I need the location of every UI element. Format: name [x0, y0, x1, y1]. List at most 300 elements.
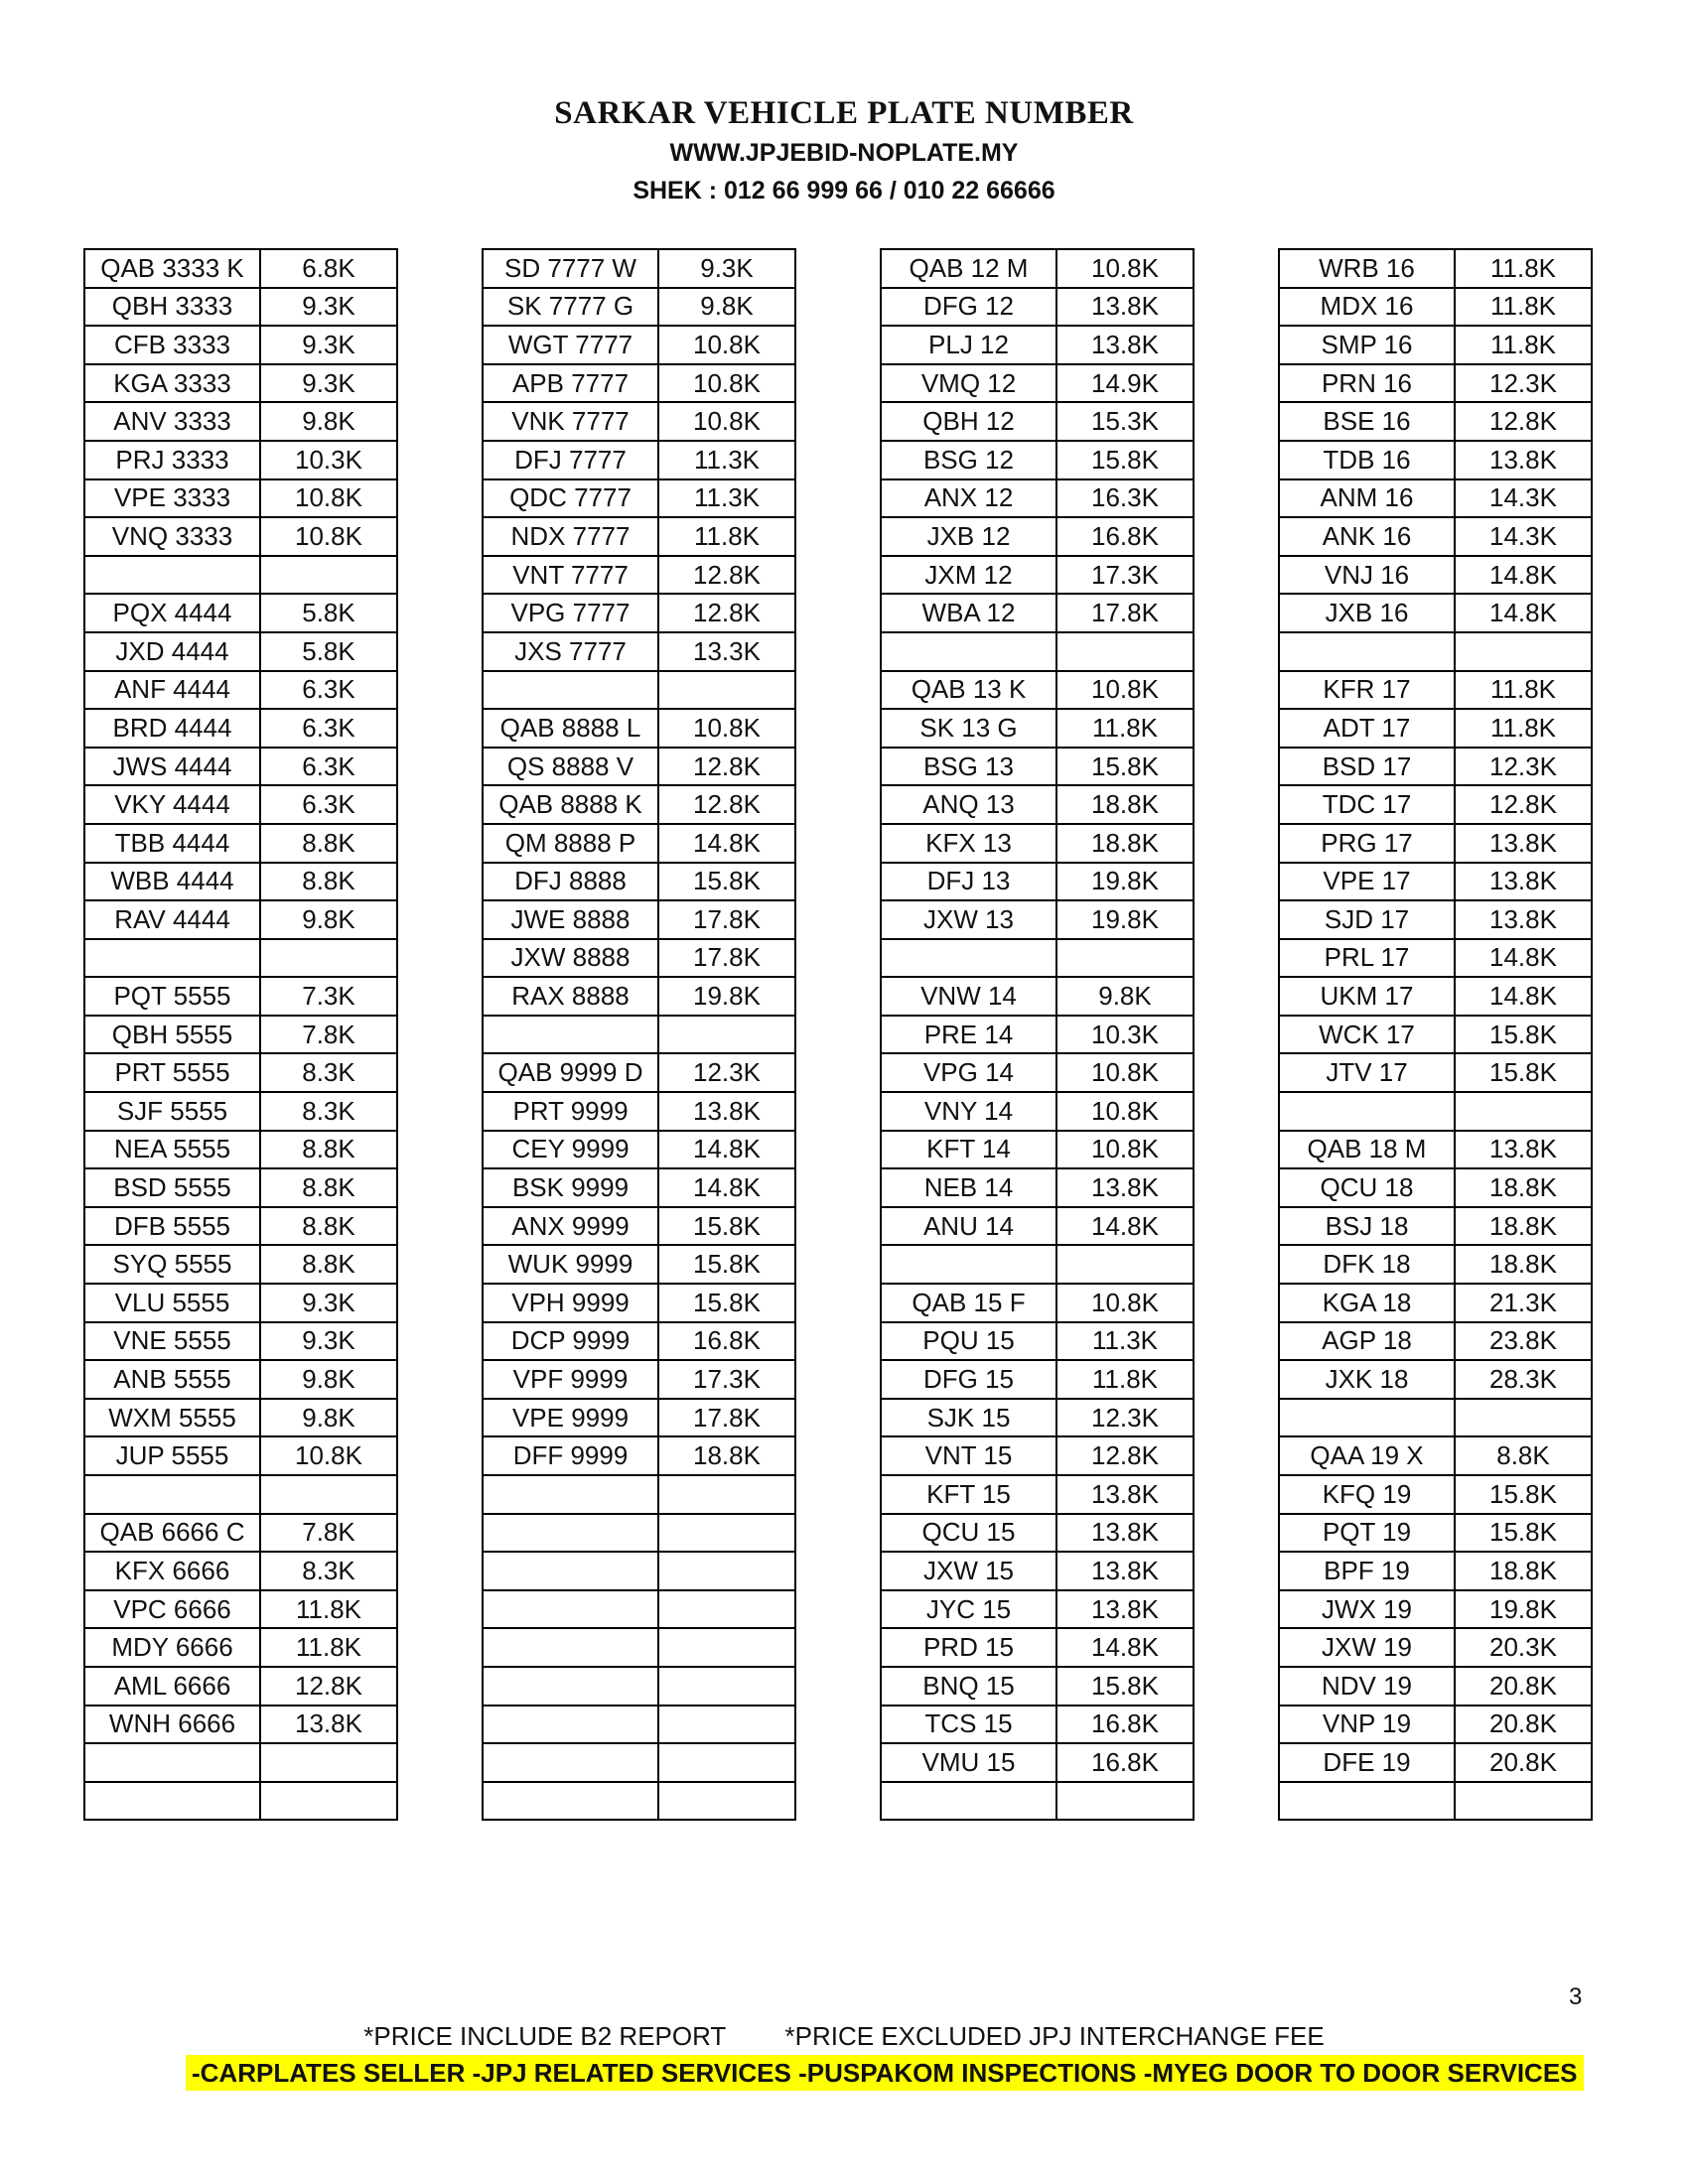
table-row [881, 977, 1194, 1016]
table-row [1279, 709, 1592, 748]
plate-number-cell: SD 7777 W [483, 249, 658, 288]
plate-number-cell [84, 1475, 260, 1514]
plate-number-cell: VLU 5555 [84, 1284, 260, 1322]
price-cell: 18.8K [1056, 785, 1194, 824]
table-row [483, 1168, 795, 1207]
price-cell: 15.8K [1056, 1667, 1194, 1706]
table-row [1279, 1207, 1592, 1246]
plate-number-cell: NDX 7777 [483, 517, 658, 556]
table-row [483, 1514, 795, 1553]
price-cell [1455, 1399, 1592, 1437]
price-cell: 14.8K [1455, 939, 1592, 978]
price-cell: 17.8K [658, 939, 795, 978]
table-row [483, 1475, 795, 1514]
table-row [84, 900, 397, 939]
plate-number-cell: DFJ 7777 [483, 441, 658, 479]
price-cell: 21.3K [1455, 1284, 1592, 1322]
plate-number-cell [483, 1667, 658, 1706]
plate-number-cell: ANQ 13 [881, 785, 1056, 824]
plate-number-cell: ANF 4444 [84, 671, 260, 710]
table-row [84, 1245, 397, 1284]
plate-number-cell: VNE 5555 [84, 1322, 260, 1361]
price-cell: 13.8K [1056, 1475, 1194, 1514]
price-cell: 14.8K [1455, 594, 1592, 632]
table-row [881, 785, 1194, 824]
price-cell: 10.8K [260, 1436, 397, 1475]
table-row [483, 594, 795, 632]
price-cell: 11.8K [1455, 326, 1592, 364]
table-row [881, 900, 1194, 939]
plate-number-cell: VNP 19 [1279, 1706, 1455, 1744]
plate-number-cell: VNW 14 [881, 977, 1056, 1016]
price-cell: 8.8K [260, 1207, 397, 1246]
price-cell: 12.8K [260, 1667, 397, 1706]
table-row [1279, 441, 1592, 479]
price-cell: 17.3K [1056, 556, 1194, 595]
table-row [1279, 900, 1592, 939]
price-cell: 16.8K [1056, 1706, 1194, 1744]
plate-price-table-2 [482, 248, 796, 1821]
plate-number-cell: BSE 16 [1279, 402, 1455, 441]
price-cell: 16.8K [658, 1322, 795, 1361]
plate-number-cell: QCU 18 [1279, 1168, 1455, 1207]
price-cell: 7.8K [260, 1514, 397, 1553]
table-row [1279, 1475, 1592, 1514]
price-cell: 9.3K [260, 364, 397, 403]
page-title: SARKAR VEHICLE PLATE NUMBER [554, 95, 1134, 131]
plate-number-cell: NEB 14 [881, 1168, 1056, 1207]
table-row [483, 632, 795, 671]
table-row [483, 1092, 795, 1131]
plate-number-cell: QAA 19 X [1279, 1436, 1455, 1475]
plate-number-cell: SJD 17 [1279, 900, 1455, 939]
plate-number-cell: ADT 17 [1279, 709, 1455, 748]
table-row [483, 1667, 795, 1706]
price-cell: 15.8K [658, 1284, 795, 1322]
plate-number-cell: WNH 6666 [84, 1706, 260, 1744]
plate-number-cell: VMU 15 [881, 1743, 1056, 1782]
table-row [84, 977, 397, 1016]
table-row [1279, 671, 1592, 710]
table-row [881, 517, 1194, 556]
table-row [84, 1590, 397, 1629]
table-row [881, 1360, 1194, 1399]
table-row [881, 709, 1194, 748]
plate-number-cell: TBB 4444 [84, 824, 260, 863]
table-row [881, 1016, 1194, 1054]
table-row [84, 1475, 397, 1514]
price-cell: 15.8K [1056, 441, 1194, 479]
plate-number-cell: ANB 5555 [84, 1360, 260, 1399]
price-cell [658, 1706, 795, 1744]
table-row [1279, 1322, 1592, 1361]
plate-number-cell: SK 13 G [881, 709, 1056, 748]
table-row [1279, 977, 1592, 1016]
plate-number-cell: JTV 17 [1279, 1053, 1455, 1092]
website-url: WWW.JPJEBID-NOPLATE.MY [669, 139, 1019, 167]
table-row [881, 671, 1194, 710]
table-row [84, 1131, 397, 1169]
plate-number-cell: BRD 4444 [84, 709, 260, 748]
plate-price-table-1 [83, 248, 398, 1821]
plate-number-cell: JXW 8888 [483, 939, 658, 978]
price-cell: 8.3K [260, 1552, 397, 1590]
price-cell: 5.8K [260, 632, 397, 671]
price-cell: 14.8K [658, 824, 795, 863]
table-row [84, 441, 397, 479]
table-row [881, 1667, 1194, 1706]
table-row [1279, 326, 1592, 364]
plate-price-table-4 [1278, 248, 1593, 1821]
table-row [1279, 1743, 1592, 1782]
plate-number-cell: DFF 9999 [483, 1436, 658, 1475]
plate-number-cell: QDC 7777 [483, 479, 658, 518]
table-row [483, 249, 795, 288]
plate-number-cell: SYQ 5555 [84, 1245, 260, 1284]
plate-number-cell: BSK 9999 [483, 1168, 658, 1207]
table-row [483, 556, 795, 595]
price-cell: 11.8K [260, 1628, 397, 1667]
price-cell [658, 1590, 795, 1629]
table-row [483, 748, 795, 786]
price-cell: 11.3K [658, 479, 795, 518]
price-cell: 15.8K [658, 1207, 795, 1246]
price-cell: 10.8K [658, 364, 795, 403]
table-row [1279, 1552, 1592, 1590]
table-row [483, 1284, 795, 1322]
plate-number-cell: WXM 5555 [84, 1399, 260, 1437]
plate-price-table-3 [880, 248, 1195, 1821]
table-row [483, 1590, 795, 1629]
price-cell: 14.8K [1455, 556, 1592, 595]
plate-number-cell: DCP 9999 [483, 1322, 658, 1361]
plate-number-cell: PRN 16 [1279, 364, 1455, 403]
table-row [483, 288, 795, 327]
price-cell: 9.3K [260, 1284, 397, 1322]
table-row [483, 517, 795, 556]
plate-number-cell: PRL 17 [1279, 939, 1455, 978]
price-cell: 9.8K [658, 288, 795, 327]
table-row [84, 249, 397, 288]
price-cell [658, 1743, 795, 1782]
price-cell: 12.8K [658, 785, 795, 824]
table-row [1279, 939, 1592, 978]
price-cell: 15.8K [1455, 1475, 1592, 1514]
price-cell: 13.8K [260, 1706, 397, 1744]
table-row [881, 479, 1194, 518]
price-cell: 13.8K [1056, 1552, 1194, 1590]
table-row [1279, 594, 1592, 632]
price-cell: 8.8K [260, 1168, 397, 1207]
table-row [1279, 1590, 1592, 1629]
plate-number-cell: WGT 7777 [483, 326, 658, 364]
price-cell: 12.3K [1455, 748, 1592, 786]
table-row [1279, 364, 1592, 403]
price-cell [260, 556, 397, 595]
price-cell: 8.8K [260, 863, 397, 901]
plate-number-cell: QAB 6666 C [84, 1514, 260, 1553]
plate-number-cell: BNQ 15 [881, 1667, 1056, 1706]
price-cell: 17.8K [1056, 594, 1194, 632]
plate-number-cell [1279, 1399, 1455, 1437]
plate-number-cell: DFG 15 [881, 1360, 1056, 1399]
table-row [84, 1360, 397, 1399]
plate-number-cell: QAB 8888 K [483, 785, 658, 824]
plate-number-cell: NDV 19 [1279, 1667, 1455, 1706]
plate-number-cell: QAB 9999 D [483, 1053, 658, 1092]
table-row [84, 785, 397, 824]
table-row [483, 364, 795, 403]
table-row [84, 1667, 397, 1706]
plate-number-cell [483, 1706, 658, 1744]
plate-number-cell [483, 1782, 658, 1821]
table-row [881, 1131, 1194, 1169]
table-row [84, 1514, 397, 1553]
plate-number-cell: DFJ 8888 [483, 863, 658, 901]
price-cell: 9.8K [260, 402, 397, 441]
plate-number-cell: QAB 13 K [881, 671, 1056, 710]
table-row [1279, 1782, 1592, 1821]
table-row [881, 556, 1194, 595]
price-cell: 13.8K [1455, 1131, 1592, 1169]
plate-number-cell: SK 7777 G [483, 288, 658, 327]
table-row [1279, 1628, 1592, 1667]
table-row [881, 632, 1194, 671]
table-row [84, 1628, 397, 1667]
plate-number-cell [1279, 1092, 1455, 1131]
price-cell: 15.8K [658, 863, 795, 901]
plate-number-cell: BSD 17 [1279, 748, 1455, 786]
plate-number-cell: JXD 4444 [84, 632, 260, 671]
plate-number-cell: VNQ 3333 [84, 517, 260, 556]
plate-number-cell: JYC 15 [881, 1590, 1056, 1629]
price-cell: 19.8K [1056, 900, 1194, 939]
price-cell: 18.8K [1455, 1552, 1592, 1590]
table-row [483, 709, 795, 748]
table-row [84, 326, 397, 364]
plate-number-cell [483, 671, 658, 710]
plate-number-cell: VPC 6666 [84, 1590, 260, 1629]
price-cell: 11.3K [658, 441, 795, 479]
table-row [84, 632, 397, 671]
plate-number-cell: BSG 12 [881, 441, 1056, 479]
table-row [84, 671, 397, 710]
price-cell: 10.3K [260, 441, 397, 479]
table-row [881, 1436, 1194, 1475]
plate-number-cell [483, 1628, 658, 1667]
plate-number-cell [84, 939, 260, 978]
plate-number-cell: PRD 15 [881, 1628, 1056, 1667]
plate-number-cell: VPH 9999 [483, 1284, 658, 1322]
price-cell: 6.3K [260, 785, 397, 824]
plate-number-cell [483, 1552, 658, 1590]
price-cell: 19.8K [1455, 1590, 1592, 1629]
plate-number-cell: DFB 5555 [84, 1207, 260, 1246]
price-cell [1455, 1092, 1592, 1131]
plate-number-cell: VPG 7777 [483, 594, 658, 632]
price-cell: 12.3K [1455, 364, 1592, 403]
table-row [483, 1552, 795, 1590]
table-row [483, 1207, 795, 1246]
note-interchange-fee: *PRICE EXCLUDED JPJ INTERCHANGE FEE [784, 2021, 1325, 2051]
table-row [881, 1092, 1194, 1131]
table-row [483, 671, 795, 710]
price-cell [658, 1667, 795, 1706]
price-cell: 6.3K [260, 709, 397, 748]
price-cell: 11.8K [658, 517, 795, 556]
price-cell: 12.3K [658, 1053, 795, 1092]
plate-number-cell: BSG 13 [881, 748, 1056, 786]
plate-number-cell [483, 1016, 658, 1054]
table-row [1279, 748, 1592, 786]
price-cell: 12.8K [658, 594, 795, 632]
price-cell: 9.3K [260, 288, 397, 327]
plate-number-cell: JXM 12 [881, 556, 1056, 595]
plate-number-cell: PRT 5555 [84, 1053, 260, 1092]
table-row [1279, 1706, 1592, 1744]
plate-number-cell: UKM 17 [1279, 977, 1455, 1016]
plate-number-cell: JXW 15 [881, 1552, 1056, 1590]
price-cell: 11.8K [1455, 671, 1592, 710]
price-cell: 18.8K [1455, 1207, 1592, 1246]
plate-number-cell: QAB 3333 K [84, 249, 260, 288]
table-row [483, 326, 795, 364]
table-row [483, 441, 795, 479]
table-row [881, 748, 1194, 786]
plate-number-cell: PQT 5555 [84, 977, 260, 1016]
services-banner: -CARPLATES SELLER -JPJ RELATED SERVICES -PUSPAKOM INSPECTIONS -MYEG DOOR TO DOOR SERVICES [186, 2055, 1584, 2091]
price-cell: 10.8K [658, 326, 795, 364]
price-cell: 20.3K [1455, 1628, 1592, 1667]
price-cell: 10.8K [260, 479, 397, 518]
price-cell [658, 1628, 795, 1667]
price-cell [658, 1782, 795, 1821]
table-row [881, 939, 1194, 978]
plate-number-cell: SJF 5555 [84, 1092, 260, 1131]
price-cell: 11.8K [1455, 249, 1592, 288]
plate-number-cell: NEA 5555 [84, 1131, 260, 1169]
table-row [483, 1053, 795, 1092]
plate-number-cell: MDY 6666 [84, 1628, 260, 1667]
price-cell: 14.8K [1056, 1207, 1194, 1246]
price-cell: 12.3K [1056, 1399, 1194, 1437]
price-cell: 12.8K [1056, 1436, 1194, 1475]
table-row [483, 1706, 795, 1744]
price-cell: 13.8K [1056, 326, 1194, 364]
price-cell: 10.8K [1056, 249, 1194, 288]
table-row [483, 1436, 795, 1475]
plate-number-cell: WRB 16 [1279, 249, 1455, 288]
plate-number-cell: DFG 12 [881, 288, 1056, 327]
plate-number-cell: AML 6666 [84, 1667, 260, 1706]
plate-number-cell: ANV 3333 [84, 402, 260, 441]
plate-number-cell: PQU 15 [881, 1322, 1056, 1361]
table-row [881, 824, 1194, 863]
price-cell: 8.8K [260, 1131, 397, 1169]
table-row [1279, 288, 1592, 327]
table-row [84, 1168, 397, 1207]
plate-number-cell: PRE 14 [881, 1016, 1056, 1054]
table-row [84, 1016, 397, 1054]
price-cell: 13.8K [1056, 288, 1194, 327]
table-row [483, 1628, 795, 1667]
price-cell: 23.8K [1455, 1322, 1592, 1361]
price-cell: 5.8K [260, 594, 397, 632]
price-cell: 14.8K [658, 1131, 795, 1169]
table-row [881, 1245, 1194, 1284]
price-cell: 11.8K [1056, 709, 1194, 748]
plate-number-cell: MDX 16 [1279, 288, 1455, 327]
plate-number-cell: JXB 12 [881, 517, 1056, 556]
price-cell: 10.3K [1056, 1016, 1194, 1054]
plate-number-cell: VNK 7777 [483, 402, 658, 441]
price-cell: 18.8K [1455, 1168, 1592, 1207]
table-row [881, 364, 1194, 403]
plate-number-cell: DFK 18 [1279, 1245, 1455, 1284]
plate-number-cell: JWS 4444 [84, 748, 260, 786]
price-cell: 10.8K [658, 402, 795, 441]
plate-number-cell: JXB 16 [1279, 594, 1455, 632]
plate-number-cell: KGA 3333 [84, 364, 260, 403]
table-row [84, 1436, 397, 1475]
price-cell: 13.8K [1455, 824, 1592, 863]
price-cell: 9.3K [260, 326, 397, 364]
plate-number-cell: TDC 17 [1279, 785, 1455, 824]
price-cell: 8.8K [1455, 1436, 1592, 1475]
plate-number-cell: RAV 4444 [84, 900, 260, 939]
price-cell: 15.3K [1056, 402, 1194, 441]
price-cell: 12.8K [658, 556, 795, 595]
table-row [483, 785, 795, 824]
table-row [483, 402, 795, 441]
plate-number-cell: DFE 19 [1279, 1743, 1455, 1782]
plate-number-cell: PLJ 12 [881, 326, 1056, 364]
plate-number-cell [84, 1743, 260, 1782]
plate-number-cell: WBA 12 [881, 594, 1056, 632]
plate-number-cell [881, 1782, 1056, 1821]
table-row [84, 594, 397, 632]
plate-number-cell: WBB 4444 [84, 863, 260, 901]
plate-number-cell: QAB 8888 L [483, 709, 658, 748]
table-row [483, 977, 795, 1016]
table-row [1279, 1284, 1592, 1322]
table-row [483, 939, 795, 978]
table-row [881, 249, 1194, 288]
price-cell: 14.3K [1455, 479, 1592, 518]
plate-number-cell: RAX 8888 [483, 977, 658, 1016]
price-cell [260, 939, 397, 978]
table-row [84, 1552, 397, 1590]
table-row [84, 364, 397, 403]
price-cell: 19.8K [658, 977, 795, 1016]
plate-number-cell: VNT 7777 [483, 556, 658, 595]
table-row [1279, 517, 1592, 556]
plate-number-cell: KFR 17 [1279, 671, 1455, 710]
price-cell: 10.8K [1056, 671, 1194, 710]
price-cell: 13.8K [1455, 441, 1592, 479]
table-row [84, 556, 397, 595]
plate-number-cell: JWX 19 [1279, 1590, 1455, 1629]
table-row [483, 1782, 795, 1821]
table-row [483, 1399, 795, 1437]
price-cell [1056, 939, 1194, 978]
plate-number-cell: PRG 17 [1279, 824, 1455, 863]
table-row [1279, 785, 1592, 824]
table-row [881, 1628, 1194, 1667]
plate-number-cell [881, 632, 1056, 671]
table-row [84, 288, 397, 327]
price-cell: 18.8K [658, 1436, 795, 1475]
